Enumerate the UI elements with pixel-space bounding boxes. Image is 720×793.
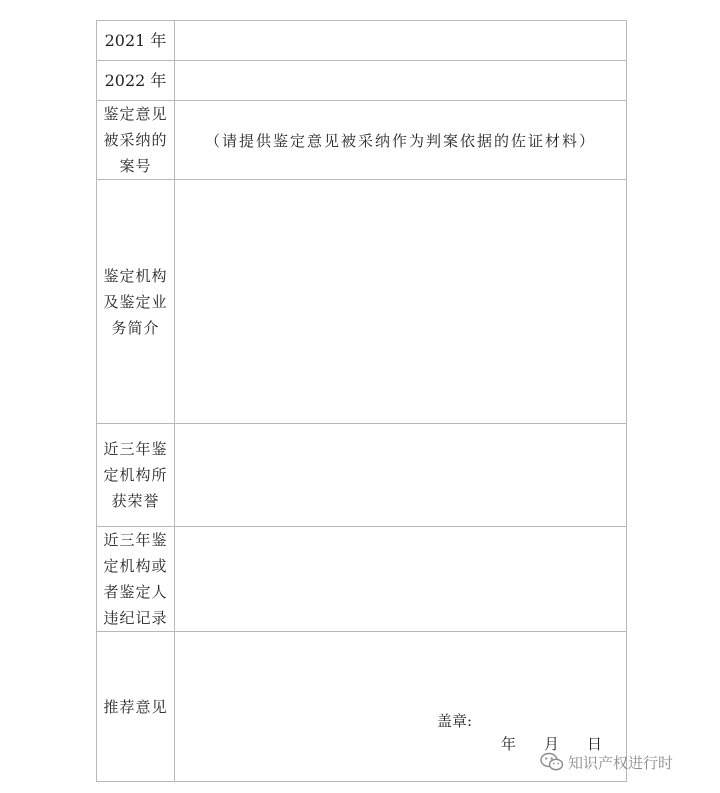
wechat-icon	[540, 752, 564, 772]
table-row	[97, 21, 627, 61]
label-line: 鉴定意见	[103, 105, 168, 123]
table-row	[97, 424, 627, 527]
table-row	[97, 101, 627, 180]
date-year: 年	[501, 735, 517, 753]
label-line: 定机构或	[103, 557, 168, 575]
label-line: 定机构所	[103, 466, 168, 484]
recommendation-form-table	[96, 20, 627, 782]
row-label-case-numbers	[97, 101, 175, 180]
value-violations[interactable]	[175, 527, 627, 632]
value-2021[interactable]	[175, 21, 627, 61]
watermark	[540, 751, 673, 773]
row-label-2021: 2021 年	[97, 21, 175, 61]
label-line: 获荣誉	[111, 492, 160, 510]
date-month: 月	[544, 735, 560, 753]
value-2022[interactable]	[175, 61, 627, 101]
date-day: 日	[587, 735, 603, 753]
label-line: 案号	[119, 157, 152, 175]
label-line: 近三年鉴	[103, 531, 168, 549]
row-label-2022: 2022 年	[97, 61, 175, 101]
label-line: 鉴定机构	[103, 266, 168, 285]
label-line: 及鉴定业	[103, 292, 168, 311]
table-row	[97, 180, 627, 424]
watermark-text: 知识产权进行时	[568, 753, 674, 772]
label-line: 务简介	[111, 318, 160, 337]
stamp-label: 盖章:	[437, 712, 473, 730]
value-case-numbers[interactable]	[175, 101, 627, 180]
value-honors[interactable]	[175, 424, 627, 527]
row-label-violations	[97, 527, 175, 632]
value-institution-intro[interactable]	[175, 180, 627, 424]
label-line: 违纪记录	[103, 609, 168, 627]
table-row	[97, 527, 627, 632]
row-label-honors	[97, 424, 175, 527]
table-row	[97, 61, 627, 101]
label-line: 被采纳的	[103, 131, 168, 149]
evidence-note: （请提供鉴定意见被采纳作为判案依据的佐证材料）	[204, 131, 596, 150]
label-line: 近三年鉴	[103, 440, 168, 458]
row-label-recommendation: 推荐意见	[97, 632, 175, 782]
label-line: 者鉴定人	[103, 583, 168, 601]
row-label-institution-intro	[97, 180, 175, 424]
